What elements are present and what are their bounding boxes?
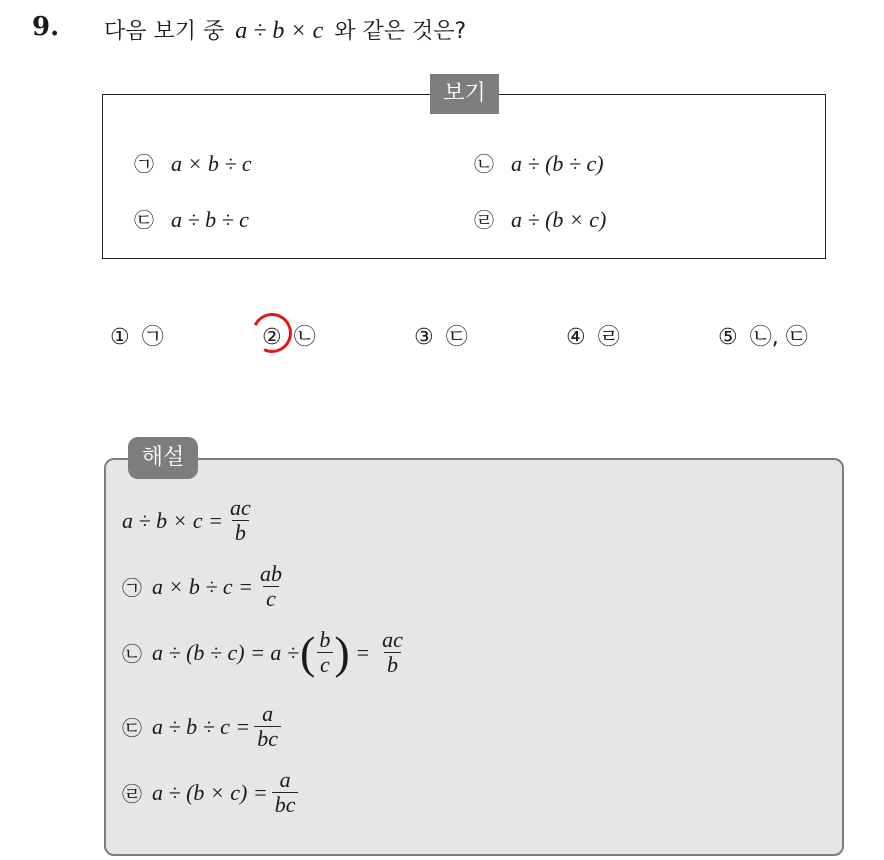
bogi-item-giyeok — [134, 148, 252, 177]
choice-5[interactable] — [718, 320, 808, 351]
solution-fraction — [227, 496, 254, 545]
solution-fraction — [257, 562, 285, 611]
solution-lhs: a ÷ (b ÷ c) = a ÷ — [152, 639, 299, 665]
choice-number: ③ — [414, 325, 434, 350]
bogi-expression: a × b ÷ c — [171, 151, 252, 176]
bogi-item-nieun — [474, 148, 604, 177]
choice-value: ㉣ — [597, 325, 620, 350]
choice-value: ㉢ — [445, 325, 468, 350]
solution-lhs: a × b ÷ c = — [152, 573, 254, 599]
solution-mark: ㉠ — [122, 576, 142, 601]
fraction-denominator: c — [317, 652, 333, 677]
bogi-item-digeut — [134, 204, 249, 233]
right-paren: ) — [334, 626, 350, 678]
bogi-mark: ㉠ — [134, 152, 154, 176]
question-expression: a ÷ b × c — [235, 18, 324, 44]
solution-fraction — [379, 628, 406, 677]
choice-number: ⑤ — [718, 325, 738, 350]
fraction-numerator: b — [319, 627, 331, 652]
solution-mark: ㉣ — [122, 782, 142, 807]
fraction-denominator: b — [232, 520, 249, 545]
bogi-label: 보기 — [430, 74, 499, 114]
solution-lhs: a ÷ (b × c) = — [152, 779, 268, 805]
solution-line-main — [122, 496, 258, 545]
bogi-expression: a ÷ (b ÷ c) — [511, 151, 604, 176]
fraction-numerator: a — [279, 767, 291, 792]
choice-1[interactable] — [110, 320, 164, 351]
solution-lhs: a ÷ b ÷ c = — [152, 713, 251, 739]
bogi-mark: ㉡ — [474, 152, 494, 176]
choice-value: ㉡, ㉢ — [749, 325, 808, 350]
question-text-before: 다음 보기 중 — [104, 19, 225, 44]
choice-value: ㉠ — [141, 325, 164, 350]
solution-line-rieul — [122, 768, 302, 817]
solution-line-nieun — [122, 628, 410, 677]
choice-number: ① — [110, 325, 130, 350]
solution-line-digeut — [122, 702, 285, 751]
bogi-item-rieul — [474, 204, 606, 233]
inner-fraction — [316, 628, 333, 677]
fraction-numerator: ab — [260, 561, 283, 586]
answer-choices — [0, 320, 884, 360]
fraction-denominator: c — [263, 586, 279, 611]
fraction-numerator: ac — [382, 627, 403, 652]
question-text — [104, 14, 466, 45]
bogi-mark: ㉣ — [474, 208, 494, 232]
solution-label: 해설 — [128, 437, 198, 479]
question-text-after: 와 같은 것은? — [334, 19, 467, 44]
choice-number: ④ — [566, 325, 586, 350]
fraction-numerator: a — [262, 701, 274, 726]
fraction-denominator: bc — [272, 792, 299, 817]
left-paren: ( — [300, 626, 316, 678]
choice-4[interactable] — [566, 320, 620, 351]
solution-mark: ㉢ — [122, 716, 142, 741]
solution-fraction — [272, 768, 299, 817]
solution-mark: ㉡ — [122, 642, 142, 667]
choice-number: ② — [262, 325, 282, 350]
equals-sign: = — [356, 639, 370, 665]
bogi-expression: a ÷ b ÷ c — [171, 207, 249, 232]
bogi-expression: a ÷ (b × c) — [511, 207, 607, 232]
choice-3[interactable] — [414, 320, 468, 351]
question-number: 9. — [32, 12, 60, 42]
solution-line-giyeok — [122, 562, 289, 611]
fraction-denominator: b — [384, 652, 401, 677]
choice-value: ㉡ — [293, 325, 316, 350]
fraction-denominator: bc — [254, 726, 281, 751]
fraction-numerator: ac — [230, 495, 251, 520]
solution-fraction — [254, 702, 281, 751]
solution-lhs: a ÷ b × c = — [122, 507, 224, 533]
bogi-mark: ㉢ — [134, 208, 154, 232]
